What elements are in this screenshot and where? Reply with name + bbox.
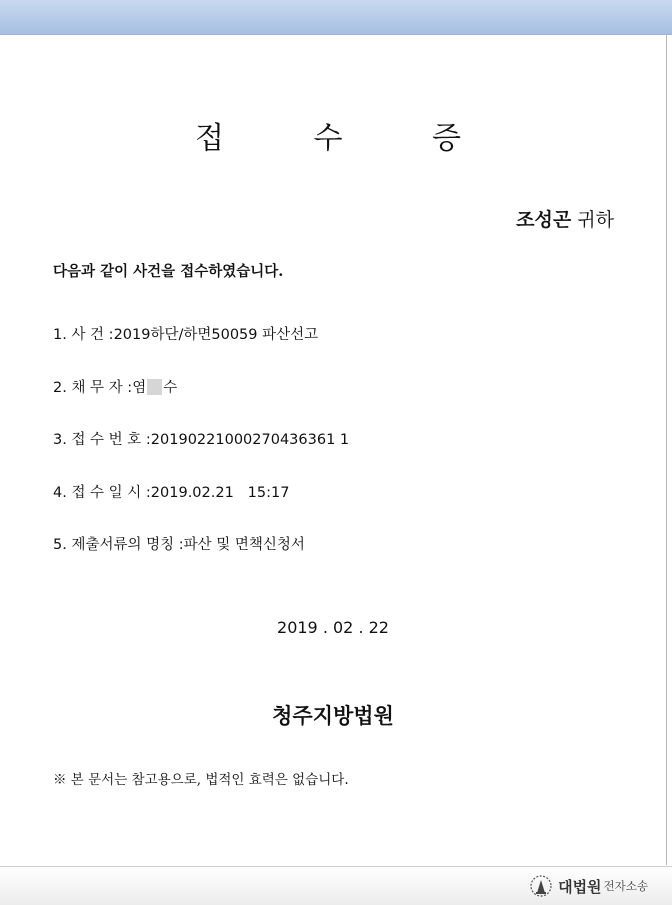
- item-label: 1. 사 건 :: [53, 327, 114, 343]
- footer-bar: [0, 866, 672, 905]
- disclaimer-note: ※ 본 문서는 참고용으로, 법적인 효력은 없습니다.: [53, 772, 349, 788]
- intro-text: 다음과 같이 사건을 접수하였습니다.: [53, 263, 284, 280]
- brand-name: 대법원: [558, 877, 602, 896]
- item-label: 5. 제출서류의 명칭 :: [53, 537, 184, 553]
- item-label: 4. 접 수 일 시 :: [53, 485, 151, 501]
- item-value: 파산 및 면책신청서: [183, 537, 305, 553]
- court-name: 청주지방법원: [272, 703, 394, 728]
- item-case: [53, 323, 318, 344]
- window-header-bar: [0, 0, 672, 35]
- item-receipt-number: [53, 428, 349, 449]
- court-emblem-icon: [527, 873, 555, 899]
- item-label: 3. 접 수 번 호 :: [53, 432, 151, 448]
- item-document-name: [53, 533, 305, 554]
- item-value: 20190221000270436361 1: [150, 432, 350, 448]
- item-label: 2. 채 무 자 :: [53, 380, 133, 396]
- service-name: 전자소송: [603, 879, 648, 893]
- debtor-name-last: 수: [163, 380, 178, 396]
- recipient: [516, 205, 614, 232]
- document-title: 접 수 증: [194, 121, 501, 156]
- recipient-name: 조성곤: [516, 209, 572, 231]
- item-value: 2019.02.21 15:17: [150, 485, 290, 501]
- item-debtor: [53, 376, 177, 397]
- ecourt-logo[interactable]: [527, 873, 648, 899]
- debtor-name-first: 염: [132, 380, 147, 396]
- issue-date: 2019 . 02 . 22: [277, 618, 389, 637]
- item-receipt-datetime: [53, 481, 289, 502]
- recipient-suffix: 귀하: [577, 209, 614, 231]
- item-value: 2019하단/하면50059 파산선고: [113, 327, 319, 343]
- receipt-document: [0, 35, 667, 865]
- redaction-block: [147, 379, 162, 395]
